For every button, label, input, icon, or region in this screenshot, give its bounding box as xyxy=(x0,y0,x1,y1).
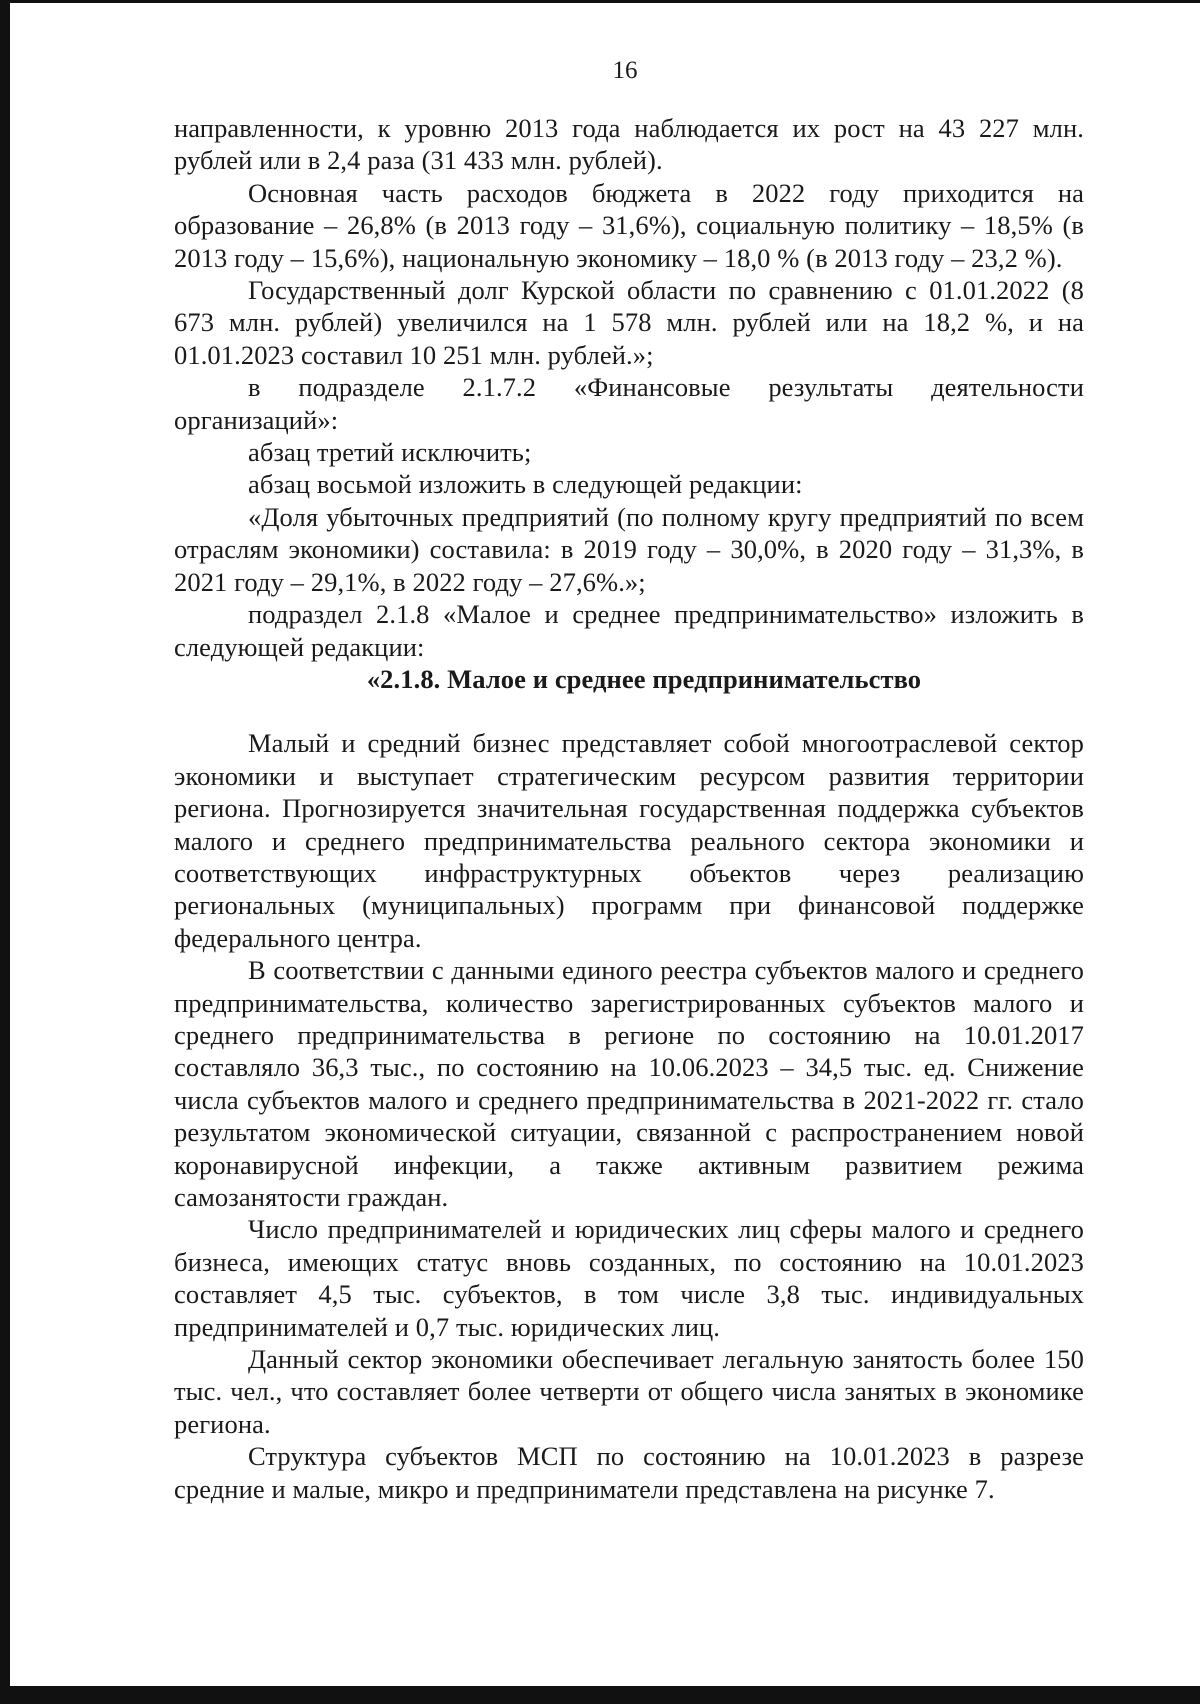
paragraph-state-debt: Государственный долг Курской области по сравнению с 01.01.2022 (8 673 млн. рублей) увеличился на 1 578 млн. рублей или на 18,2 %, и на 01.01.2023 составил 10 251 млн. рублей.»; xyxy=(174,275,1084,370)
paragraph-eighth-amended: абзац восьмой изложить в следующей редакции: xyxy=(248,469,803,500)
paragraph-third-excluded: абзац третий исключить; xyxy=(248,437,532,468)
paragraph-unprofitable-share: «Доля убыточных предприятий (по полному кругу предприятий по всем отраслям экономики) составила: в 2019 году – 30,0%, в 2020 году – 31,3%, в 2021 году – 29,1%, в 2022 году – 27,6%.»; xyxy=(174,501,1084,597)
section-heading: «2.1.8. Малое и среднее предпринимательство xyxy=(366,663,922,694)
section-paragraph-structure: Структура субъектов МСП по состоянию на 10.01.2023 в разрезе средние и малые, микро и предприниматели представлена на рисунке 7. xyxy=(174,1441,1084,1504)
paragraph-subsection-2172: в подразделе 2.1.7.2 «Финансовые результаты деятельности организаций»: xyxy=(174,372,1084,435)
scan-border-top xyxy=(0,0,1200,3)
document-body xyxy=(174,112,1084,1505)
paragraph-budget-expenses: Основная часть расходов бюджета в 2022 году приходится на образование – 26,8% (в 2013 году – 31,6%), социальную политику – 18,5% (в 2013 году – 15,6%), национальную экономику – 18,0 % (в 2013 году – 23,2 %). xyxy=(174,177,1084,273)
scan-border-left xyxy=(0,0,10,1704)
section-paragraph-employment: Данный сектор экономики обеспечивает легальную занятость более 150 тыс. чел., что составляет более четверти от общего числа занятых в экономике региона. xyxy=(174,1344,1084,1439)
section-paragraph-new-entities: Число предпринимателей и юридических лиц сферы малого и среднего бизнеса, имеющих статус вновь созданных, по состоянию на 10.01.2023 составляет 4,5 тыс. субъектов, в том числе 3,8 тыс. индивидуальных предпринимателей и 0,7 тыс. юридических лиц. xyxy=(174,1214,1084,1342)
section-paragraph-registry: В соответствии с данными единого реестра субъектов малого и среднего предпринимательства, количество зарегистрированных субъектов малого и среднего предпринимательства в регионе по состоянию на 10.01.2017 составляло 36,3 тыс., по состоянию на 10.06.2023 – 34,5 тыс. ед. Снижение числа субъектов малого и среднего предпринимательства в 2021-2022 гг. стало результатом экономической ситуации, связанной с распространением новой коронавирусной инфекции, а также активным развитием режима самозанятости граждан. xyxy=(174,955,1084,1212)
page-number: 16 xyxy=(612,57,638,84)
paragraph-continuation: направленности, к уровню 2013 года наблюдается их рост на 43 227 млн. рублей или в 2,4 раза (31 433 млн. рублей). xyxy=(174,113,1084,176)
paragraph-subsection-218: подраздел 2.1.8 «Малое и среднее предпринимательство» изложить в следующей редакции: xyxy=(174,599,1084,662)
scan-border-bottom xyxy=(0,1686,1200,1704)
section-paragraph-overview: Малый и средний бизнес представляет собой многоотраслевой сектор экономики и выступает стратегическим ресурсом развития территории региона. Прогнозируется значительная государственная поддержка субъектов малого и среднего предпринимательства реального сектора экономики и соответствующих инфраструктурных объектов через реализацию региональных (муниципальных) программ при финансовой поддержке федерального центра. xyxy=(174,728,1084,953)
